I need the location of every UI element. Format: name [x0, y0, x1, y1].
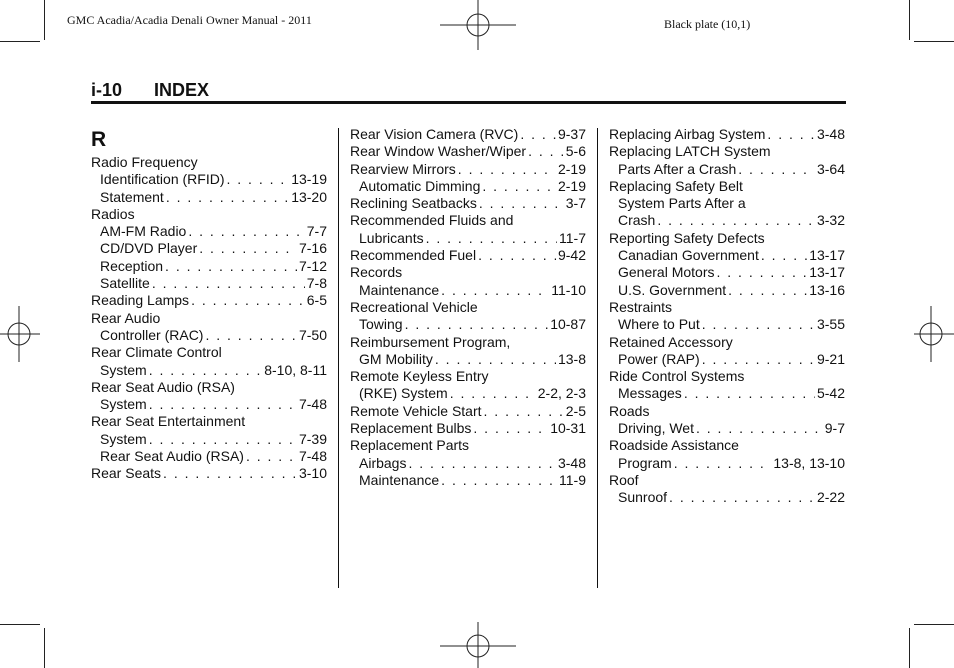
index-entry: Retained Accessory	[609, 333, 733, 350]
entry-text: Rearview Mirrors	[350, 160, 456, 177]
index-entry	[350, 472, 586, 489]
leader-dots	[728, 282, 807, 299]
entry-text: Rear Seats	[91, 465, 162, 482]
index-entry	[350, 420, 586, 437]
registration-mark-icon	[0, 306, 40, 362]
entry-page: 9-21	[816, 350, 845, 367]
crop-mark	[914, 41, 954, 42]
index-entry	[350, 316, 586, 333]
entry-page: 13-16	[809, 281, 845, 298]
index-entry	[609, 489, 845, 506]
entry-page: 2-19	[557, 160, 586, 177]
entry-text: Replacing Airbag System	[609, 126, 766, 142]
leader-dots	[191, 292, 305, 309]
index-entry: Radio Frequency	[91, 154, 198, 170]
entry-text: Where to Put	[618, 316, 700, 333]
index-entry: Roadside Assistance	[609, 437, 739, 454]
crop-mark	[44, 0, 45, 40]
entry-page: 13-8, 13-10	[773, 454, 845, 471]
entry-text: Parts After a Crash	[618, 160, 737, 177]
entry-page: 6-5	[306, 292, 327, 309]
leader-dots	[405, 316, 549, 333]
entry-page: 9-42	[557, 247, 586, 264]
leader-dots	[478, 247, 556, 264]
leader-dots	[246, 448, 297, 465]
entry-text: Remote Vehicle Start	[350, 402, 482, 419]
leader-dots	[520, 126, 556, 143]
entry-page: 9-7	[824, 420, 845, 437]
entry-text: Sunroof	[618, 489, 668, 506]
leader-dots	[166, 189, 289, 206]
page-title: INDEX	[154, 80, 210, 100]
index-entry	[609, 455, 845, 472]
index-entry: Recommended Fluids and	[350, 212, 514, 229]
entry-page: 3-48	[816, 126, 845, 142]
entry-page: 7-50	[298, 326, 327, 343]
entry-text: System	[100, 430, 147, 447]
leader-dots	[738, 161, 815, 178]
index-entry	[91, 171, 327, 188]
index-entry: Rear Audio	[91, 309, 161, 326]
index-entry	[609, 420, 845, 437]
index-entry	[91, 189, 327, 206]
entry-page: 13-8	[557, 350, 586, 367]
entry-text: Reading Lamps	[91, 292, 190, 309]
leader-dots	[426, 230, 557, 247]
entry-text: Identification (RFID)	[100, 171, 225, 188]
entry-text: Maintenance	[359, 281, 440, 298]
entry-text: Controller (RAC)	[100, 326, 204, 343]
entry-page: 3-32	[816, 212, 845, 229]
index-entry	[91, 292, 327, 309]
entry-page: 9-37	[557, 126, 586, 142]
entry-page: 3-10	[298, 465, 327, 482]
entry-text: (RKE) System	[359, 385, 448, 402]
index-entry	[609, 385, 845, 402]
entry-text: Airbags	[359, 454, 407, 471]
leader-dots	[226, 171, 289, 188]
index-entry: Replacing LATCH System	[609, 143, 771, 160]
index-entry: Replacement Parts	[350, 437, 470, 454]
index-entry: Replacing Safety Belt	[609, 177, 743, 194]
leader-dots	[473, 420, 548, 437]
leader-dots	[458, 161, 556, 178]
entry-page: 13-17	[809, 264, 845, 281]
leader-dots	[761, 247, 807, 264]
crop-mark	[909, 0, 910, 40]
entry-page: 2-22	[816, 489, 845, 506]
index-entry: Radios	[91, 205, 135, 222]
index-entry	[91, 431, 327, 448]
entry-page: 11-9	[559, 471, 586, 488]
entry-text: System	[100, 396, 147, 413]
leader-dots	[684, 385, 815, 402]
leader-dots	[482, 178, 556, 195]
leader-dots	[149, 431, 297, 448]
registration-mark-icon	[440, 0, 516, 50]
index-entry	[350, 247, 586, 264]
section-letter: R	[91, 128, 107, 151]
index-entry: Roads	[609, 402, 650, 419]
index-entry: Rear Seat Audio (RSA)	[91, 378, 235, 395]
index-entry: Recreational Vehicle	[350, 298, 478, 315]
entry-text: Canadian Government	[618, 247, 759, 264]
leader-dots	[441, 472, 557, 489]
index-entry	[91, 396, 327, 413]
index-entry	[609, 351, 845, 368]
entry-page: 13-20	[291, 188, 327, 205]
entry-page: 3-7	[565, 195, 586, 212]
entry-text: Reclining Seatbacks	[350, 195, 477, 212]
index-entry	[91, 448, 327, 465]
entry-page: 3-55	[816, 316, 845, 333]
leader-dots	[149, 396, 297, 413]
index-entry: Records	[350, 264, 403, 281]
manual-title: GMC Acadia/Acadia Denali Owner Manual - 2011	[67, 13, 312, 27]
leader-dots	[188, 223, 304, 240]
entry-page: 11-10	[551, 281, 586, 298]
leader-dots	[657, 212, 815, 229]
entry-text: Replacement Bulbs	[350, 420, 472, 437]
entry-page: 8-10, 8-11	[264, 361, 327, 378]
index-entry: Restraints	[609, 298, 673, 315]
leader-dots	[441, 282, 549, 299]
index-entry	[350, 195, 586, 212]
entry-page: 7-12	[298, 257, 327, 274]
index-entry: Reimbursement Program,	[350, 333, 511, 350]
crop-mark	[44, 628, 45, 668]
index-entry: Reporting Safety Defects	[609, 229, 765, 246]
entry-text: Satellite	[100, 275, 150, 292]
entry-text: Messages	[618, 385, 682, 402]
entry-page: 7-39	[298, 430, 327, 447]
index-column-2	[350, 126, 586, 489]
entry-text: Power (RAP)	[618, 350, 700, 367]
entry-page: 7-48	[298, 448, 327, 465]
entry-page: 7-16	[298, 240, 327, 257]
entry-page: 7-7	[306, 223, 327, 240]
index-entry	[91, 223, 327, 240]
index-entry	[350, 126, 586, 143]
header-rule	[91, 101, 846, 104]
index-entry	[609, 126, 845, 143]
plate-label: Black plate (10,1)	[664, 17, 751, 31]
index-entry	[609, 212, 845, 229]
crop-mark	[909, 628, 910, 668]
entry-text: Lubricants	[359, 229, 424, 246]
entry-text: Maintenance	[359, 471, 440, 488]
entry-page: 10-31	[550, 420, 586, 437]
index-entry	[350, 143, 586, 160]
index-column-3	[609, 126, 845, 507]
entry-text: Recommended Fuel	[350, 247, 477, 264]
entry-text: GM Mobility	[359, 350, 433, 367]
entry-page: 7-8	[306, 275, 327, 292]
leader-dots	[674, 455, 772, 472]
crop-mark	[914, 624, 954, 625]
index-entry	[350, 351, 586, 368]
leader-dots	[450, 385, 536, 402]
index-entry	[609, 247, 845, 264]
index-entry	[609, 264, 845, 281]
entry-page: 7-48	[298, 396, 327, 413]
entry-text: CD/DVD Player	[100, 240, 198, 257]
index-entry	[609, 316, 845, 333]
index-entry	[350, 282, 586, 299]
leader-dots	[205, 327, 297, 344]
leader-dots	[408, 455, 556, 472]
entry-text: Rear Seat Audio (RSA)	[100, 448, 244, 465]
leader-dots	[149, 362, 263, 379]
leader-dots	[696, 420, 823, 437]
index-column-1	[91, 126, 327, 483]
entry-page: 13-19	[291, 171, 327, 188]
entry-text: Crash	[618, 212, 656, 229]
leader-dots	[702, 316, 815, 333]
leader-dots	[199, 240, 297, 257]
leader-dots	[528, 143, 564, 160]
index-entry	[91, 465, 327, 482]
entry-page: 2-2, 2-3	[537, 385, 586, 402]
column-divider	[338, 128, 339, 588]
index-entry	[350, 230, 586, 247]
entry-page: 3-64	[816, 160, 845, 177]
leader-dots	[484, 403, 564, 420]
index-entry	[91, 362, 327, 379]
entry-text: AM-FM Radio	[100, 223, 187, 240]
leader-dots	[767, 126, 815, 143]
page-number: i-10	[91, 80, 123, 100]
entry-text: General Motors	[618, 264, 715, 281]
entry-text: Towing	[359, 316, 403, 333]
entry-page: 13-17	[809, 247, 845, 264]
index-entry	[609, 282, 845, 299]
index-entry	[350, 161, 586, 178]
entry-page: 2-19	[557, 177, 586, 194]
leader-dots	[669, 489, 815, 506]
entry-text: System	[100, 361, 147, 378]
leader-dots	[165, 258, 297, 275]
entry-page: 11-7	[559, 229, 586, 246]
registration-mark-icon	[440, 622, 516, 668]
entry-text: Reception	[100, 257, 164, 274]
leader-dots	[716, 264, 807, 281]
index-entry	[350, 385, 586, 402]
index-entry: Ride Control Systems	[609, 368, 745, 385]
entry-text: U.S. Government	[618, 281, 727, 298]
crop-mark	[0, 624, 40, 625]
leader-dots	[163, 465, 297, 482]
leader-dots	[702, 351, 815, 368]
entry-page: 5-6	[565, 143, 586, 160]
leader-dots	[435, 351, 556, 368]
entry-text: Program	[618, 454, 672, 471]
entry-page: 5-42	[816, 385, 845, 402]
entry-page: 2-5	[565, 402, 586, 419]
index-entry	[609, 161, 845, 178]
entry-page: 3-48	[557, 454, 586, 471]
index-entry	[91, 240, 327, 257]
index-entry: Roof	[609, 471, 639, 488]
index-entry	[350, 403, 586, 420]
index-entry: Rear Seat Entertainment	[91, 413, 246, 430]
index-entry	[91, 258, 327, 275]
leader-dots	[479, 195, 564, 212]
crop-mark	[0, 41, 40, 42]
entry-page: 10-87	[550, 316, 586, 333]
index-entry: System Parts After a	[618, 195, 746, 212]
registration-mark-icon	[914, 306, 954, 362]
entry-text: Rear Vision Camera (RVC)	[350, 126, 519, 142]
index-entry	[350, 178, 586, 195]
entry-text: Statement	[100, 188, 164, 205]
index-entry: Rear Climate Control	[91, 344, 222, 361]
entry-text: Automatic Dimming	[359, 177, 481, 194]
index-entry: Remote Keyless Entry	[350, 368, 489, 385]
entry-text: Rear Window Washer/Wiper	[350, 143, 527, 160]
index-entry	[91, 327, 327, 344]
index-entry	[91, 275, 327, 292]
entry-text: Driving, Wet	[618, 420, 694, 437]
column-divider	[597, 128, 598, 588]
index-entry	[350, 455, 586, 472]
leader-dots	[152, 275, 305, 292]
